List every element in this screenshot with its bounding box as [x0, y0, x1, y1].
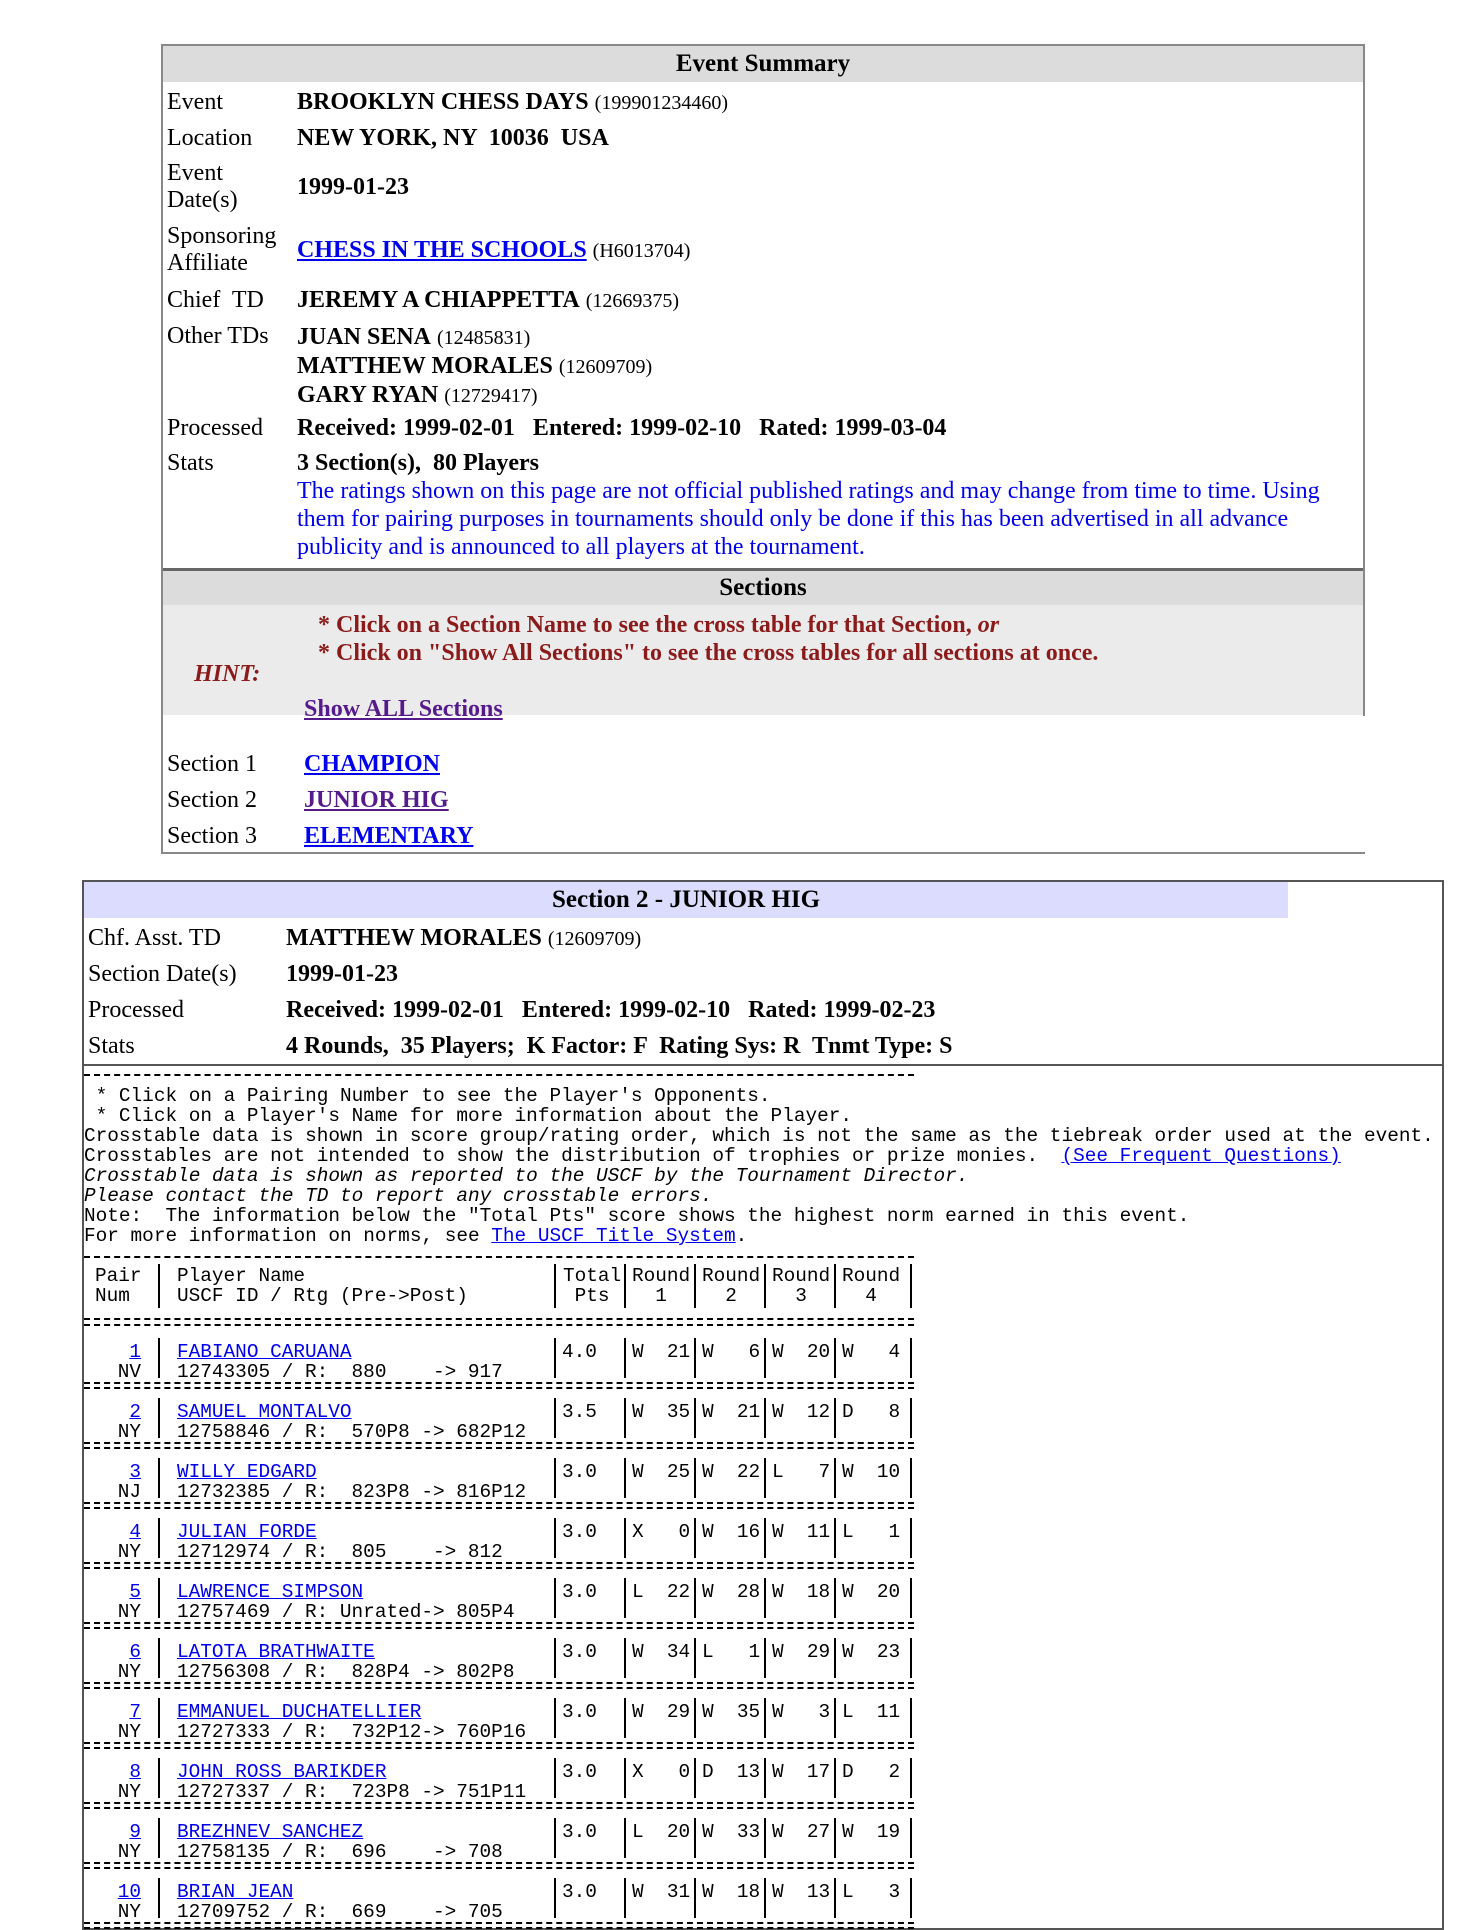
section-processed-value: Received: 1999-02-01 Entered: 1999-02-10 Rated: 1999-02-23 — [286, 997, 936, 1023]
chief-td-value — [297, 287, 679, 315]
round-result: L 1 — [702, 1641, 761, 1663]
total-points: 3.0 — [562, 1881, 597, 1903]
column-separator — [554, 1518, 556, 1558]
section-link-junior-hig[interactable]: JUNIOR HIG — [304, 787, 449, 813]
pair-number-link[interactable]: 1 — [129, 1341, 141, 1363]
round-result: W 17 — [772, 1761, 831, 1783]
column-separator — [554, 1458, 556, 1498]
player-state: NY — [117, 1721, 141, 1743]
event-summary-panel — [161, 44, 1365, 854]
column-separator — [624, 1878, 626, 1918]
ratings-disclaimer: The ratings shown on this page are not official published ratings and may change from time to time. Using them for pairing purposes in tournaments should only be done if this has been advertised in all advance publicity and is announced to all players at the tournament. — [297, 478, 1320, 560]
pair-number-link[interactable]: 8 — [129, 1761, 141, 1783]
note-line: Crosstables are not intended to show the distribution of trophies or prize monies. — [84, 1145, 1062, 1167]
dashed-rule — [84, 1802, 914, 1804]
column-separator — [554, 1878, 556, 1918]
round-result: W 20 — [772, 1341, 831, 1363]
header-player: Player Name USCF ID / Rtg (Pre->Post) — [177, 1265, 468, 1307]
column-separator — [694, 1878, 696, 1918]
section-title: Section 2 - JUNIOR HIG — [84, 882, 1288, 918]
date-label-line-2: Date(s) — [167, 187, 238, 213]
column-separator — [624, 1578, 626, 1618]
column-separator — [910, 1818, 912, 1858]
column-separator — [834, 1578, 836, 1618]
dashed-rule — [84, 1622, 914, 1624]
round-result: W 21 — [632, 1341, 691, 1363]
note-line-end: . — [735, 1225, 748, 1247]
other-td — [297, 323, 652, 352]
total-points: 3.5 — [562, 1401, 597, 1423]
player-name-link[interactable]: BREZHNEV SANCHEZ — [177, 1821, 364, 1843]
other-td-name: GARY RYAN — [297, 382, 439, 408]
column-separator — [624, 1338, 626, 1378]
section-processed-label: Processed — [88, 997, 184, 1023]
note-line: * Click on a Player's Name for more information about the Player. — [84, 1105, 852, 1127]
dashed-rule — [84, 1256, 914, 1258]
column-separator — [910, 1878, 912, 1918]
pair-number-link[interactable]: 9 — [129, 1821, 141, 1843]
player-name-link[interactable]: FABIANO CARUANA — [177, 1341, 352, 1363]
dashed-rule — [84, 1447, 914, 1449]
show-all-sections-link[interactable]: Show ALL Sections — [304, 696, 503, 722]
dashed-rule — [84, 1567, 914, 1569]
affiliate-label-line-1: Sponsoring — [167, 223, 277, 249]
column-separator — [694, 1398, 696, 1438]
round-result: D 13 — [702, 1761, 761, 1783]
total-points: 3.0 — [562, 1761, 597, 1783]
round-result: L 7 — [772, 1461, 831, 1483]
column-separator — [764, 1638, 766, 1678]
column-separator — [158, 1338, 160, 1378]
total-points: 3.0 — [562, 1521, 597, 1543]
column-separator — [554, 1338, 556, 1378]
column-separator — [694, 1578, 696, 1618]
round-result: W 18 — [772, 1581, 831, 1603]
stats-value: 3 Section(s), 80 Players — [297, 450, 539, 476]
sections-header: Sections — [163, 568, 1363, 605]
round-result: W 6 — [702, 1341, 761, 1363]
dashed-rule — [84, 1387, 914, 1389]
column-separator — [624, 1398, 626, 1438]
dashed-rule — [84, 1627, 914, 1629]
column-separator — [694, 1518, 696, 1558]
location-value: NEW YORK, NY 10036 USA — [297, 125, 609, 151]
column-separator — [834, 1458, 836, 1498]
round-result: W 22 — [702, 1461, 761, 1483]
column-separator — [910, 1578, 912, 1618]
pair-number-link[interactable]: 6 — [129, 1641, 141, 1663]
header-pair: Pair Num — [95, 1265, 142, 1307]
player-name-link[interactable]: JOHN ROSS BARIKDER — [177, 1761, 387, 1783]
total-points: 3.0 — [562, 1641, 597, 1663]
column-separator — [694, 1758, 696, 1798]
round-result: W 33 — [702, 1821, 761, 1843]
hint-label: HINT: — [194, 661, 261, 687]
note-line: * Click on a Pairing Number to see the Player's Opponents. — [84, 1085, 771, 1107]
column-separator — [624, 1758, 626, 1798]
column-separator — [764, 1878, 766, 1918]
section-label: Section 2 — [167, 787, 257, 813]
other-td-name: MATTHEW MORALES — [297, 353, 553, 379]
column-separator — [158, 1578, 160, 1618]
section-stats-value: 4 Rounds, 35 Players; K Factor: F Rating Sys: R Tnmt Type: S — [286, 1033, 953, 1059]
total-points: 3.0 — [562, 1461, 597, 1483]
other-td-name: JUAN SENA — [297, 324, 432, 350]
column-separator — [624, 1638, 626, 1678]
column-separator — [764, 1338, 766, 1378]
total-points: 3.0 — [562, 1581, 597, 1603]
affiliate-value — [297, 237, 690, 265]
location-label: Location — [167, 125, 253, 151]
round-result: X 0 — [632, 1761, 691, 1783]
event-label: Event — [167, 89, 223, 115]
round-result: W 18 — [702, 1881, 761, 1903]
dashed-rule — [84, 1324, 914, 1326]
column-separator — [910, 1638, 912, 1678]
dashed-rule — [84, 1927, 914, 1929]
section-date-value: 1999-01-23 — [286, 961, 398, 987]
player-state: NY — [117, 1661, 141, 1683]
dashed-rule — [84, 1442, 914, 1444]
dashed-rule — [84, 1507, 914, 1509]
section-divider — [84, 1064, 1442, 1066]
other-td-id: (12729417) — [444, 385, 538, 407]
column-separator — [910, 1338, 912, 1378]
header-round: Round 3 — [772, 1265, 831, 1307]
player-state: NY — [117, 1421, 141, 1443]
hint-or: or — [977, 612, 1000, 638]
column-separator — [158, 1758, 160, 1798]
pair-number-link[interactable]: 2 — [129, 1401, 141, 1423]
column-separator — [554, 1698, 556, 1738]
header-total: Total Pts — [563, 1265, 622, 1307]
total-points: 3.0 — [562, 1701, 597, 1723]
affiliate-label-line-2: Affiliate — [167, 250, 248, 276]
pair-number-link[interactable]: 3 — [129, 1461, 141, 1483]
column-separator — [764, 1818, 766, 1858]
round-result: W 25 — [632, 1461, 691, 1483]
round-result: W 29 — [772, 1641, 831, 1663]
column-separator — [764, 1398, 766, 1438]
section-label: Section 1 — [167, 751, 257, 777]
player-id-rating: 12758135 / R: 696 -> 708 — [177, 1841, 503, 1863]
note-line: Crosstable data is shown as reported to the USCF by the Tournament Director. — [84, 1165, 969, 1187]
event-value — [297, 89, 728, 117]
round-result: L 11 — [842, 1701, 901, 1723]
player-id-rating: 12709752 / R: 669 -> 705 — [177, 1901, 503, 1923]
player-id-rating: 12727333 / R: 732P12-> 760P16 — [177, 1721, 527, 1743]
column-separator — [910, 1698, 912, 1738]
faq-link[interactable]: (See Frequent Questions) — [1061, 1145, 1341, 1167]
pair-number-link[interactable]: 5 — [129, 1581, 141, 1603]
column-separator — [694, 1264, 696, 1308]
section-date-label: Section Date(s) — [88, 961, 237, 987]
player-state: NY — [117, 1781, 141, 1803]
column-separator — [834, 1638, 836, 1678]
dashed-rule — [84, 1867, 914, 1869]
player-id-rating: 12756308 / R: 828P4 -> 802P8 — [177, 1661, 515, 1683]
note-line: Crosstable data is shown in score group/rating order, which is not the same as the tiebreak order used at the event. — [84, 1125, 1434, 1147]
uscf-title-system-link[interactable]: The USCF Title System — [491, 1225, 736, 1247]
column-separator — [834, 1878, 836, 1918]
asst-td-id: (12609709) — [547, 928, 642, 950]
other-td — [297, 381, 652, 410]
other-td-id: (12485831) — [437, 327, 531, 349]
round-result: W 4 — [842, 1341, 901, 1363]
affiliate-id: (H6013704) — [592, 240, 691, 262]
round-result: W 16 — [702, 1521, 761, 1543]
crosstable-notes — [84, 1086, 1434, 1246]
event-summary-header: Event Summary — [163, 46, 1363, 82]
player-state: NV — [117, 1361, 141, 1383]
round-result: W 21 — [702, 1401, 761, 1423]
player-name-link[interactable]: LAWRENCE SIMPSON — [177, 1581, 364, 1603]
event-name: BROOKLYN CHESS DAYS — [297, 89, 589, 115]
player-id-rating: 12743305 / R: 880 -> 917 — [177, 1361, 503, 1383]
round-result: W 34 — [632, 1641, 691, 1663]
column-separator — [834, 1698, 836, 1738]
dashed-rule — [84, 1562, 914, 1564]
dashed-rule — [84, 1382, 914, 1384]
round-result: W 35 — [632, 1401, 691, 1423]
column-separator — [554, 1264, 556, 1308]
total-points: 3.0 — [562, 1821, 597, 1843]
note-line: Please contact the TD to report any crosstable errors. — [84, 1185, 713, 1207]
player-id-rating: 12757469 / R: Unrated-> 805P4 — [177, 1601, 515, 1623]
processed-value: Received: 1999-02-01 Entered: 1999-02-10 Rated: 1999-03-04 — [297, 415, 947, 441]
column-separator — [158, 1878, 160, 1918]
other-tds-label: Other TDs — [167, 323, 269, 349]
total-points: 4.0 — [562, 1341, 597, 1363]
column-separator — [910, 1758, 912, 1798]
event-id: (199901234460) — [594, 92, 728, 114]
player-id-rating: 12758846 / R: 570P8 -> 682P12 — [177, 1421, 527, 1443]
player-state: NY — [117, 1841, 141, 1863]
round-result: W 10 — [842, 1461, 901, 1483]
column-separator — [764, 1758, 766, 1798]
column-separator — [694, 1638, 696, 1678]
header-round: Round 2 — [702, 1265, 761, 1307]
column-separator — [910, 1398, 912, 1438]
round-result: W 29 — [632, 1701, 691, 1723]
other-td-id: (12609709) — [558, 356, 653, 378]
date-label-line-1: Event — [167, 160, 223, 186]
column-separator — [554, 1398, 556, 1438]
column-separator — [834, 1758, 836, 1798]
section-label: Section 3 — [167, 823, 257, 849]
column-separator — [554, 1818, 556, 1858]
pair-number-link[interactable]: 4 — [129, 1521, 141, 1543]
stats-block — [297, 450, 1347, 561]
player-name-link[interactable]: LATOTA BRATHWAITE — [177, 1641, 375, 1663]
column-separator — [158, 1638, 160, 1678]
player-id-rating: 12732385 / R: 823P8 -> 816P12 — [177, 1481, 527, 1503]
round-result: W 27 — [772, 1821, 831, 1843]
event-date: 1999-01-23 — [297, 174, 409, 200]
column-separator — [694, 1818, 696, 1858]
chief-td-name: JEREMY A CHIAPPETTA — [297, 287, 580, 313]
note-line: For more information on norms, see — [84, 1225, 492, 1247]
hint-line-2: * Click on "Show All Sections" to see the cross tables for all sections at once. — [318, 640, 1099, 666]
dashed-rule — [84, 1862, 914, 1864]
dashed-rule — [84, 1318, 914, 1320]
player-state: NY — [117, 1901, 141, 1923]
player-name-link[interactable]: BRIAN JEAN — [177, 1881, 294, 1903]
affiliate-link[interactable]: CHESS IN THE SCHOOLS — [297, 237, 587, 263]
stats-label: Stats — [167, 450, 214, 476]
dashed-rule — [84, 1687, 914, 1689]
processed-label: Processed — [167, 415, 263, 441]
section-stats-label: Stats — [88, 1033, 135, 1059]
column-separator — [158, 1818, 160, 1858]
column-separator — [910, 1518, 912, 1558]
round-result: W 12 — [772, 1401, 831, 1423]
column-separator — [764, 1698, 766, 1738]
round-result: W 13 — [772, 1881, 831, 1903]
round-result: W 19 — [842, 1821, 901, 1843]
column-separator — [694, 1698, 696, 1738]
player-id-rating: 12727337 / R: 723P8 -> 751P11 — [177, 1781, 527, 1803]
round-result: W 20 — [842, 1581, 901, 1603]
column-separator — [834, 1818, 836, 1858]
column-separator — [834, 1264, 836, 1308]
note-line: Note: The information below the "Total Pts" score shows the highest norm earned in this event. — [84, 1205, 1190, 1227]
column-separator — [554, 1638, 556, 1678]
section-link-elementary[interactable]: ELEMENTARY — [304, 823, 474, 849]
hint-line-1 — [318, 611, 1098, 639]
player-id-rating: 12712974 / R: 805 -> 812 — [177, 1541, 503, 1563]
column-separator — [624, 1518, 626, 1558]
dashed-rule — [84, 1682, 914, 1684]
column-separator — [158, 1518, 160, 1558]
asst-td-value — [286, 924, 641, 953]
round-result: D 8 — [842, 1401, 901, 1423]
other-td — [297, 352, 652, 381]
column-separator — [158, 1264, 160, 1308]
player-name-link[interactable]: JULIAN FORDE — [177, 1521, 317, 1543]
player-name-link[interactable]: SAMUEL MONTALVO — [177, 1401, 352, 1423]
column-separator — [834, 1518, 836, 1558]
dashed-rule — [84, 1807, 914, 1809]
affiliate-label — [167, 223, 276, 277]
pair-number-link[interactable]: 7 — [129, 1701, 141, 1723]
column-separator — [764, 1458, 766, 1498]
asst-td-name: MATTHEW MORALES — [286, 925, 542, 951]
column-separator — [910, 1458, 912, 1498]
dashed-rule — [84, 1074, 914, 1076]
dashed-rule — [84, 1922, 914, 1924]
column-separator — [694, 1338, 696, 1378]
dashed-rule — [84, 1742, 914, 1744]
chief-td-label: Chief TD — [167, 287, 264, 313]
column-separator — [624, 1458, 626, 1498]
player-name-link[interactable]: WILLY EDGARD — [177, 1461, 317, 1483]
round-result: L 3 — [842, 1881, 901, 1903]
round-result: W 35 — [702, 1701, 761, 1723]
column-separator — [764, 1264, 766, 1308]
date-label — [167, 160, 238, 214]
round-result: L 1 — [842, 1521, 901, 1543]
player-state: NY — [117, 1541, 141, 1563]
column-separator — [554, 1758, 556, 1798]
player-state: NJ — [117, 1481, 141, 1503]
round-result: D 2 — [842, 1761, 901, 1783]
player-name-link[interactable]: EMMANUEL DUCHATELLIER — [177, 1701, 422, 1723]
round-result: X 0 — [632, 1521, 691, 1543]
dashed-rule — [84, 1502, 914, 1504]
section-link-champion[interactable]: CHAMPION — [304, 751, 440, 777]
player-state: NY — [117, 1601, 141, 1623]
hint-text — [318, 611, 1098, 667]
asst-td-label: Chf. Asst. TD — [88, 925, 221, 951]
column-separator — [910, 1264, 912, 1308]
hint-line-1-text: * Click on a Section Name to see the cross table for that Section, — [318, 612, 972, 638]
column-separator — [834, 1398, 836, 1438]
round-result: W 31 — [632, 1881, 691, 1903]
column-separator — [834, 1338, 836, 1378]
column-separator — [624, 1698, 626, 1738]
column-separator — [624, 1818, 626, 1858]
column-separator — [158, 1698, 160, 1738]
round-result: W 11 — [772, 1521, 831, 1543]
header-round: Round 1 — [632, 1265, 691, 1307]
round-result: W 23 — [842, 1641, 901, 1663]
column-separator — [764, 1578, 766, 1618]
column-separator — [554, 1578, 556, 1618]
pair-number-link[interactable]: 10 — [117, 1881, 141, 1903]
column-separator — [694, 1458, 696, 1498]
column-separator — [158, 1458, 160, 1498]
chief-td-id: (12669375) — [585, 290, 680, 312]
column-separator — [624, 1264, 626, 1308]
round-result: W 28 — [702, 1581, 761, 1603]
dashed-rule — [84, 1747, 914, 1749]
column-separator — [158, 1398, 160, 1438]
round-result: L 22 — [632, 1581, 691, 1603]
round-result: L 20 — [632, 1821, 691, 1843]
other-tds-list — [297, 323, 652, 410]
column-separator — [764, 1518, 766, 1558]
round-result: W 3 — [772, 1701, 831, 1723]
header-round: Round 4 — [842, 1265, 901, 1307]
